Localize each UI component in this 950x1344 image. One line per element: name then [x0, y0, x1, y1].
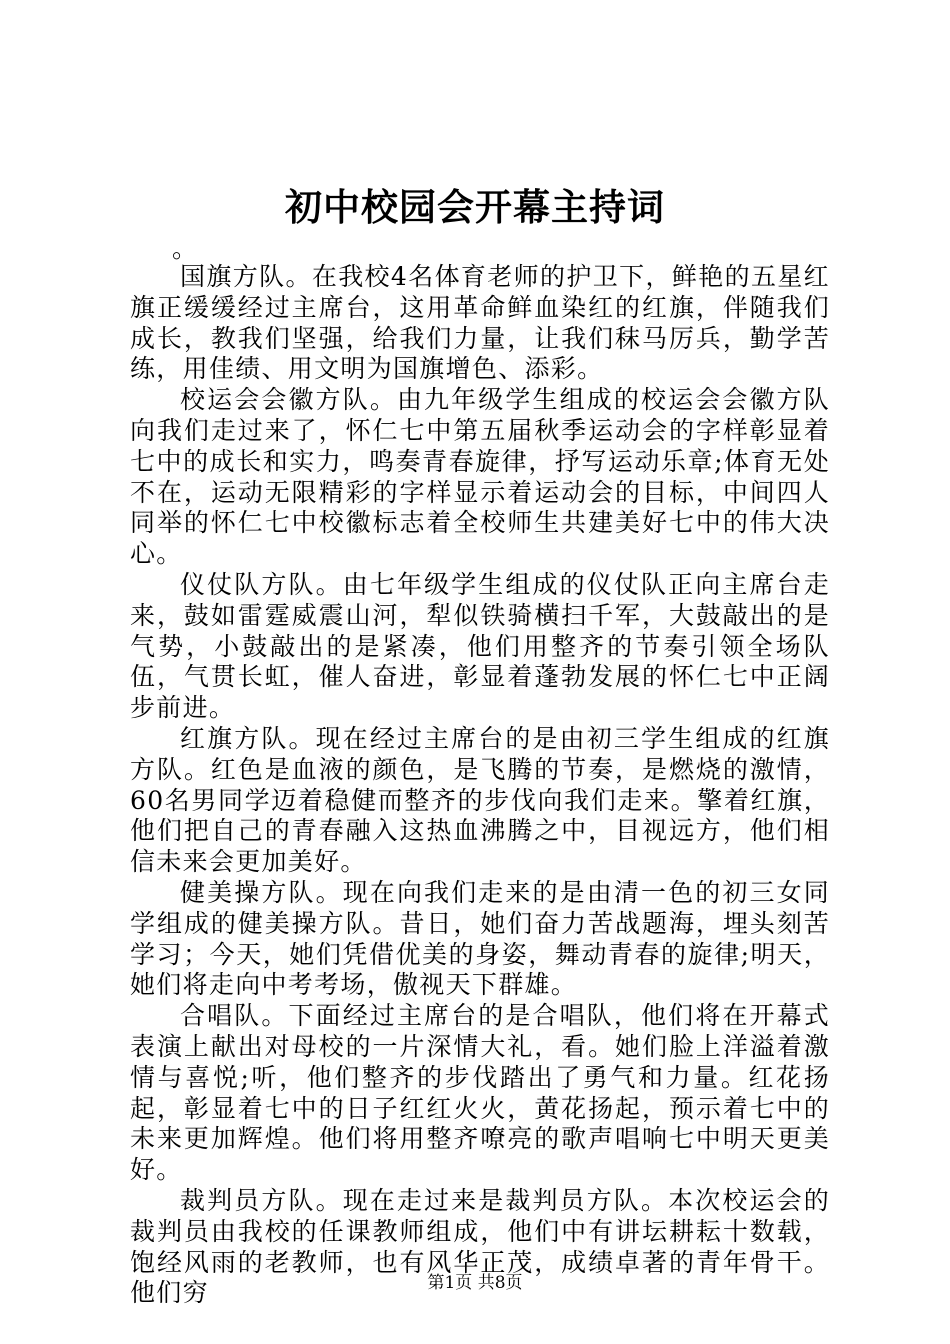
paragraph-emblem: 校运会会徽方队。由九年级学生组成的校运会会徽方队向我们走过来了，怀仁七中第五届秋季运动会的字样彰显着七中的成长和实力，鸣奏青春旋律，抒写运动乐章;体育无处不在，运动无限精彩的字样显示着运动会的目标，中间四人同举的怀仁七中校徽标志着全校师生共建美好七中的伟大决心。 — [130, 385, 830, 569]
document-body — [130, 236, 830, 1309]
paragraph-choir: 合唱队。下面经过主席台的是合唱队，他们将在开幕式表演上献出对母校的一片深情大礼，看。她们脸上洋溢着激情与喜悦;听，他们整齐的步伐踏出了勇气和力量。红花扬起，彰显着七中的日子红红火火，黄花扬起，预示着七中的未来更加辉煌。他们将用整齐嘹亮的歌声唱响七中明天更美好。 — [130, 1001, 830, 1185]
paragraph-aerobics: 健美操方队。现在向我们走来的是由清一色的初三女同学组成的健美操方队。昔日，她们奋力苦战题海，埋头刻苦学习；今天，她们凭借优美的身姿，舞动青春的旋律;明天，她们将走向中考考场，傲视天下群雄。 — [130, 877, 830, 1000]
paragraph-red-flag: 红旗方队。现在经过主席台的是由初三学生组成的红旗方队。红色是血液的颜色，是飞腾的节奏，是燃烧的激情，60名男同学迈着稳健而整齐的步伐向我们走来。擎着红旗，他们把自己的青春融入这热血沸腾之中，目视远方，他们相信未来会更加美好。 — [130, 723, 830, 877]
leading-mark: 。 — [172, 234, 198, 263]
paragraph-national-flag: 国旗方队。在我校4名体育老师的护卫下，鲜艳的五星红旗正缓缓经过主席台，这用革命鲜血染红的红旗，伴随我们成长，教我们坚强，给我们力量，让我们秣马厉兵，勤学苦练，用佳绩、用文明为国旗增色、添彩。 — [130, 262, 830, 384]
paragraph-honor-guard: 仪仗队方队。由七年级学生组成的仪仗队正向主席台走来，鼓如雷霆威震山河，犁似铁骑横扫千军，大鼓敲出的是气势，小鼓敲出的是紧凑，他们用整齐的节奏引领全场队伍，气贯长虹，催人奋进，彰显着蓬勃发展的怀仁七中正阔步前进。 — [130, 569, 830, 723]
page-number-footer: 第1页 共8页 — [427, 1273, 523, 1293]
document-title: 初中校园会开幕主持词 — [285, 185, 665, 229]
paragraph-referees: 裁判员方队。现在走过来是裁判员方队。本次校运会的裁判员由我校的任课教师组成，他们中有讲坛耕耘十数载，饱经风雨的老教师，也有风华正茂，成绩卓著的青年骨干。他们穷 — [130, 1185, 830, 1308]
